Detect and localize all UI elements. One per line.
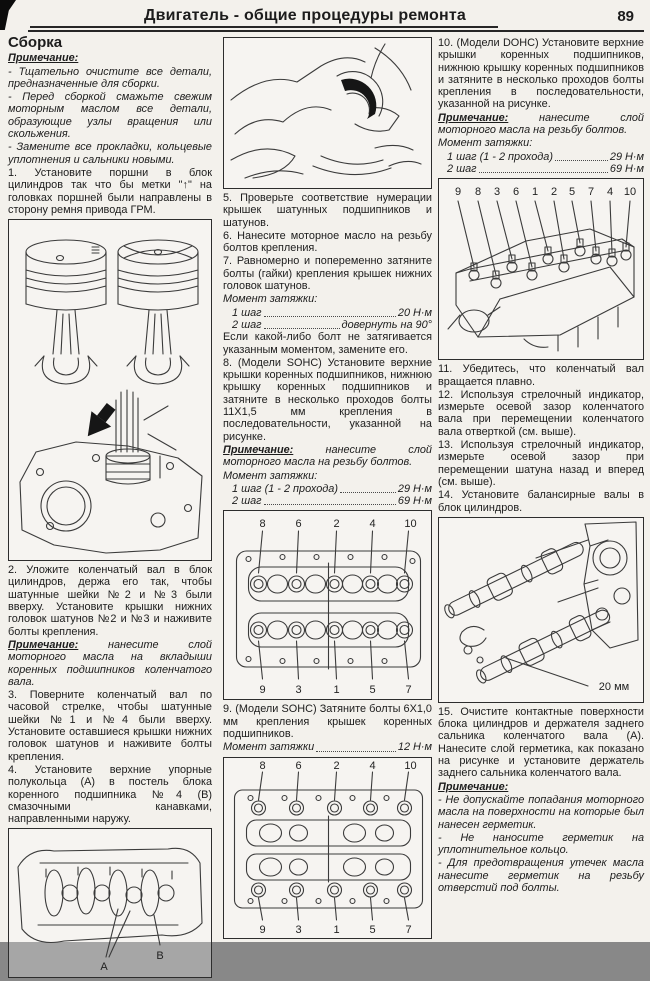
torque-row [223,741,432,753]
step-2: 2. Уложите коленчатый вал в блок цилиндров, держа его так, чтобы шатунные шейки №2 и №3 были вверху. Установите крышки нижних головок шатунов №2 и №3 и наживите болты крепления. [8,564,212,638]
step-14: 14. Установите балансирные валы в блок цилиндров. [438,489,644,514]
bolt-number-label: 1 [531,186,539,199]
torque-row [232,483,432,495]
step-4: 4. Установите верхние упорные полукольца (А) в постель блока коренного подшипника №4 (В) смазочными канавками, направленными наружу. [8,763,212,826]
note-label: Примечание: [8,638,79,651]
torque-step: 2 шаг [232,495,262,508]
note-item: - Не наносите герметик на уплотнительное кольцо. [438,831,644,857]
bolt-number-label: 9 [454,186,462,199]
step-10: 10. (Модели DOHC) Установите верхние крышки коренных подшипников, нижнюю крышку коренных подшипников и затяните в несколько проходов болты крепления в последовательности, указанной на рисунке. [438,37,644,111]
torque-step: 2 шаг [232,318,262,331]
note-item: - Перед сборкой смажьте свежим моторным маслом все детали, образующие узлы вращения или скольжения. [8,91,212,141]
dot-leader [264,495,396,505]
torque-label: Момент затяжки: [223,469,318,482]
bolt-number-label: 10 [623,186,637,199]
step-7: 7. Равномерно и попеременно затяните болты (гайки) крепления крышек нижних головок шатунов. [223,255,432,293]
bolt-number-label: 3 [295,684,302,697]
bolt-number-label: 5 [369,923,376,936]
bolt-number-label: 7 [405,923,412,936]
note-label: Примечание: [223,443,294,456]
bolt-number-label: 3 [493,186,501,199]
step-8: 8. (Модели SOHC) Установите верхние крышки коренных подшипников, нижнюю крышку коренных подшипников и затяните в несколько проходов болты 11Х1,5 мм крепления в последовательности, указанной на рисунке. [223,356,432,443]
torque-value: 69 Н·м [609,162,644,175]
torque-row [447,163,644,175]
bolt-number-label: 4 [606,186,614,199]
dimension-label: 20 мм [598,680,630,693]
column-left [8,34,212,981]
step-1: 1. Установите поршни в блок цилиндров так что бы метки "↑" на головках поршней были направлены в сторону ремня привода ГРМ. [8,166,212,216]
torque-label: Момент затяжки: [223,293,318,306]
bolt-number-label: 6 [295,518,302,531]
torque-step: 1 шаг [232,306,262,319]
label-b: B [156,950,164,963]
dot-leader [340,483,396,493]
bolt-number-label: 6 [512,186,520,199]
balance-shafts-illustration [439,518,643,702]
bolt-number-label: 10 [404,518,417,531]
figure-bolt-sequence-main-caps [223,757,432,939]
header-rule-bottom [28,30,644,32]
bolt-sequence-diagram [224,511,431,699]
dot-leader [479,163,608,173]
bolt-number-label: 4 [369,518,376,531]
note-text: нанесите слой моторного масла на резьбу болтов. [438,111,644,137]
dot-leader [555,151,608,161]
bolt-number-label: 7 [405,684,412,697]
note-item: - Не допускайте попадания моторного масла на поверхности на которые был нанесен герметик. [438,793,644,831]
bolt-number-label: 1 [333,684,340,697]
bolt-number-label: 5 [568,186,576,199]
bolt-number-label: 10 [404,759,417,772]
crankshaft-illustration [9,829,211,977]
step-15: 15. Очистите контактные поверхности блока цилиндров и держателя заднего сальника коленчатого вала (А). Нанесите слой герметика, как показано на рисунке и установите держатель заднего сальника коленчатого вала. [438,705,644,780]
step-13: 13. Используя стрелочный индикатор, измерьте осевой зазор при перемещении шатуна назад и вперед (см. выше). [438,439,644,488]
step-3: 3. Поверните коленчатый вал по часовой стрелке, чтобы шатунные шейки №1 и №4 были вверху. Установите оставшиеся крышки нижних головок шатунов и наживите болты крепления. [8,689,212,763]
figure-balance-shafts [438,517,644,703]
step-11: 11. Убедитесь, что коленчатый вал вращается плавно. [438,363,644,388]
torque-row [447,151,644,163]
bolt-number-label: 3 [295,923,302,936]
note-text: нанесите слой моторного масла на резьбу болтов. [223,443,432,469]
torque-value: 29 Н·м [397,482,432,495]
bolt-number-label: 2 [333,518,340,531]
bolt-number-label: 2 [333,759,340,772]
note-label: Примечание: [438,111,509,124]
bolt-number-label: 6 [295,759,302,772]
note-item: - Для предотвращения утечек масла нанесите герметик на резьбу отверстий под болты. [438,857,644,894]
figure-head-bolt-sequence-dohc [438,178,644,360]
bolt-number-label: 9 [259,684,266,697]
bearing-install-illustration [224,38,431,188]
note-item: - Тщательно очистите все детали, предназначенные для сборки. [8,65,212,90]
column-middle [223,37,432,942]
torque-value: 69 Н·м [397,495,432,508]
note-label: Примечание: [8,52,79,65]
torque-value: довернуть на 90° [341,318,432,331]
torque-value: 12 Н·м [397,741,432,754]
torque-step: Момент затяжки [223,741,315,754]
step-9: 9. (Модели SOHC) Затяните болты 6Х1,0 мм крепления крышек коренных подшипников. [223,703,432,741]
note-label: Примечание: [438,780,509,793]
bolt-number-label: 8 [474,186,482,199]
torque-value: 20 Н·м [397,306,432,319]
figure-crankshaft-thrust-rings [8,828,212,978]
figure-bolt-sequence-sohc [223,510,432,700]
torque-row [232,319,432,331]
dot-leader [316,741,396,751]
note-item: - Замените все прокладки, кольцевые уплотнения и сальники новыми. [8,141,212,166]
bolt-number-label: 9 [259,923,266,936]
cylinder-block-3d-illustration [439,179,643,359]
torque-step: 2 шаг [447,162,477,175]
bolt-sequence-diagram [224,758,431,938]
torque-label: Момент затяжки: [438,137,533,150]
step-6: 6. Нанесите моторное масло на резьбу болтов крепления. [223,229,432,255]
page-number: 89 [617,8,634,25]
bolt-number-label: 1 [333,923,340,936]
torque-step: 1 шаг (1 - 2 прохода) [447,150,553,163]
step-12: 12. Используя стрелочный индикатор, измерьте осевой зазор коленчатого вала при перемещении коленчатого вала отверткой (см. выше). [438,388,644,438]
torque-step: 1 шаг (1 - 2 прохода) [232,482,338,495]
bolt-number-label: 8 [259,759,266,772]
bolt-replace-note: Если какой-либо болт не затягивается указанным моментом, замените его. [223,331,432,356]
piston-illustration [9,220,211,560]
bolt-number-label: 7 [587,186,595,199]
torque-row [232,307,432,319]
page-title: Двигатель - общие процедуры ремонта [143,7,467,24]
figure-bearing-shell-install [223,37,432,189]
bolt-number-label: 4 [369,759,376,772]
bolt-number-label: 5 [369,684,376,697]
step-5: 5. Проверьте соответствие нумерации крышек шатунных подшипников и шатунов. [223,192,432,229]
figure-pistons-installation [8,219,212,561]
header-rule-top [30,26,498,28]
dot-leader [264,307,396,317]
torque-value: 29 Н·м [609,150,644,163]
column-right [438,37,644,895]
label-a: A [100,961,108,974]
section-heading: Сборка [8,34,63,51]
torque-row [232,495,432,507]
bolt-number-label: 2 [550,186,558,199]
note-text: нанесите слой моторного масла на вкладыши коренных подшипников коленчатого вала. [8,638,212,688]
bolt-number-label: 8 [259,518,266,531]
dot-leader [264,319,340,329]
